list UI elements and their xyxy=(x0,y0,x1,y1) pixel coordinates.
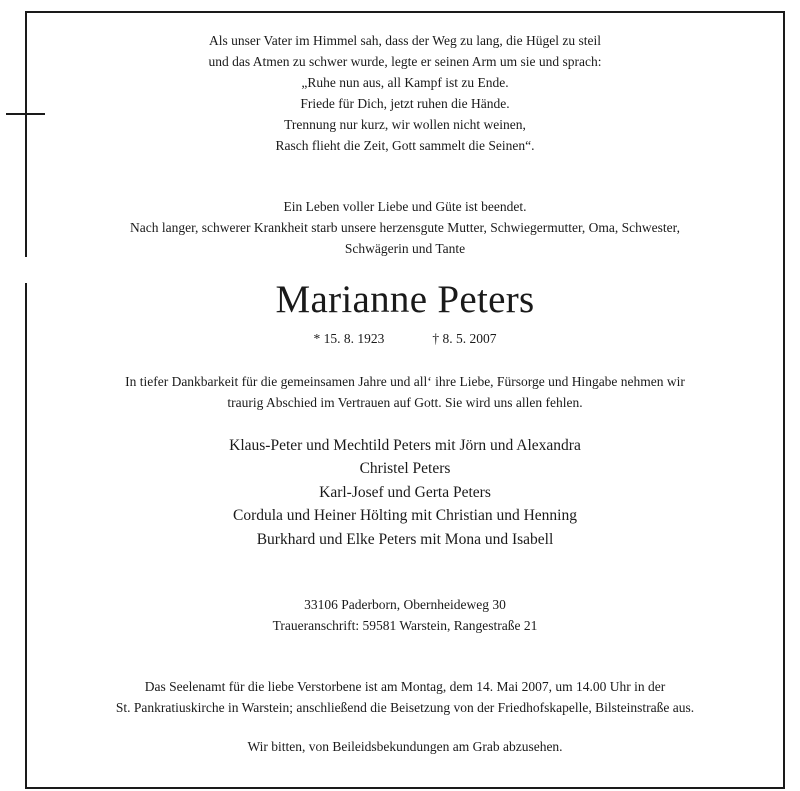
intro-line: Nach langer, schwerer Krankheit starb unsere herzensgute Mutter, Schwiegermutter, Oma, Schwester, xyxy=(129,220,680,235)
death-date: † 8. 5. 2007 xyxy=(432,331,497,346)
intro-line: Schwägerin und Tante xyxy=(344,241,466,256)
service-info xyxy=(30,676,780,718)
border-left-lower xyxy=(25,283,27,789)
condolence-request: Wir bitten, von Beileidsbekundungen am Grab abzusehen. xyxy=(247,739,563,754)
family-list xyxy=(30,434,780,551)
thanks-line: In tiefer Dankbarkeit für die gemeinsamen Jahre und all‘ ihre Liebe, Fürsorge und Hingabe nehmen wir xyxy=(125,374,685,389)
border-top xyxy=(25,11,785,13)
address-block xyxy=(30,594,780,636)
poem-line: „Ruhe nun aus, all Kampf ist zu Ende. xyxy=(301,75,509,90)
thanks-text xyxy=(30,371,780,413)
service-line: St. Pankratiuskirche in Warstein; anschließend die Beisetzung von der Friedhofskapelle, Bilsteinstraße aus. xyxy=(115,700,695,715)
deceased-name: Marianne Peters xyxy=(275,278,535,321)
poem-line: Rasch flieht die Zeit, Gott sammelt die Seinen“. xyxy=(275,138,535,153)
family-member: Cordula und Heiner Hölting mit Christian und Henning xyxy=(233,507,577,525)
intro-line: Ein Leben voller Liebe und Güte ist beendet. xyxy=(283,199,527,214)
family-member: Christel Peters xyxy=(359,460,451,478)
birth-date: * 15. 8. 1923 xyxy=(313,331,385,346)
address-line: 33106 Paderborn, Obernheideweg 30 xyxy=(304,597,506,612)
intro-text xyxy=(30,196,780,259)
poem-line: Friede für Dich, jetzt ruhen die Hände. xyxy=(300,96,510,111)
service-line: Das Seelenamt für die liebe Verstorbene ist am Montag, dem 14. Mai 2007, um 14.00 Uhr in der xyxy=(144,679,666,694)
poem-line: Als unser Vater im Himmel sah, dass der Weg zu lang, die Hügel zu steil xyxy=(208,33,602,48)
family-member: Burkhard und Elke Peters mit Mona und Isabell xyxy=(256,530,554,548)
poem xyxy=(30,30,780,156)
poem-line: und das Atmen zu schwer wurde, legte er seinen Arm um sie und sprach: xyxy=(208,54,602,69)
address-line: Traueranschrift: 59581 Warstein, Rangestraße 21 xyxy=(272,618,538,633)
life-dates xyxy=(30,328,780,349)
family-member: Klaus-Peter und Mechtild Peters mit Jörn und Alexandra xyxy=(229,437,581,454)
border-right xyxy=(783,11,785,789)
poem-line: Trennung nur kurz, wir wollen nicht weinen, xyxy=(284,117,526,132)
thanks-line: traurig Abschied im Vertrauen auf Gott. Sie wird uns allen fehlen. xyxy=(227,395,583,410)
border-left-upper xyxy=(25,11,27,257)
border-bottom xyxy=(25,787,785,789)
family-member: Karl-Josef und Gerta Peters xyxy=(319,483,491,501)
